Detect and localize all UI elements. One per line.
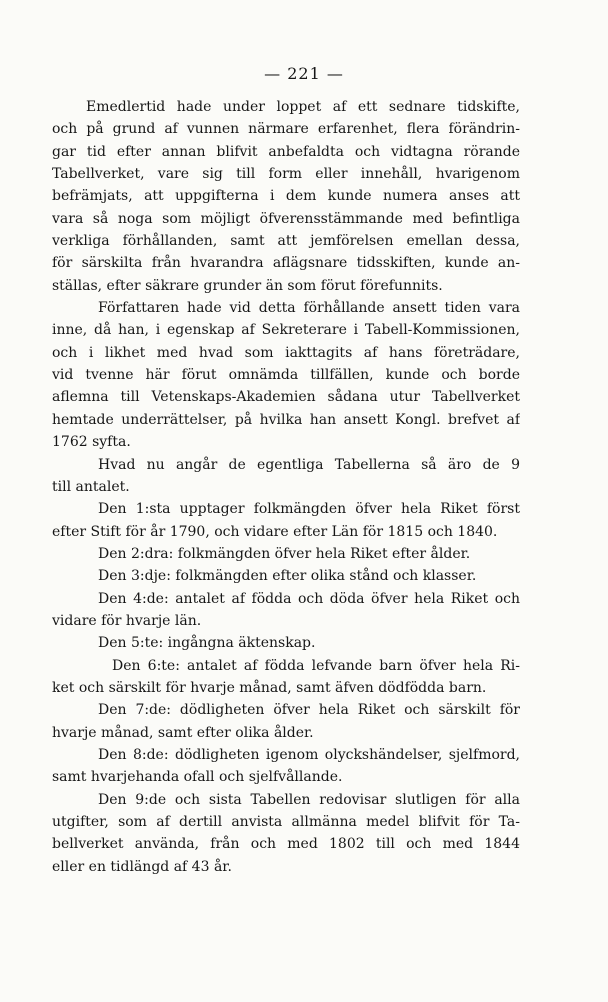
text-line: samt hvarjehanda ofall och sjelfvållande. xyxy=(52,769,343,786)
text-line: vidare för hvarje län. xyxy=(52,612,202,629)
text-line: Den 1:sta upptager folkmängden öfver hela Riket först xyxy=(98,501,520,518)
text-line: befrämjats, att uppgifterna i dem kunde numera anses att xyxy=(52,188,520,205)
paragraph xyxy=(52,454,520,499)
paragraph xyxy=(52,543,520,565)
text-line: Den 8:de: dödligheten igenom olyckshändelser, sjelfmord, xyxy=(98,746,520,763)
text-line: efter Stift för år 1790, och vidare efter Län för 1815 och 1840. xyxy=(52,523,498,540)
text-line: Den 9:de och sista Tabellen redovisar slutligen för alla xyxy=(98,791,520,808)
paragraph xyxy=(52,655,520,700)
text-line: verkliga förhållanden, samt att jemförelsen emellan dessa, xyxy=(52,233,520,250)
text-line: hvarje månad, samt efter olika ålder. xyxy=(52,724,314,741)
text-line: ställas, efter säkrare grunder än som förut förefunnits. xyxy=(52,277,443,294)
text-line: 1762 syfta. xyxy=(52,434,131,451)
paragraph xyxy=(52,498,520,543)
text-line: Tabellverket, vare sig till form eller innehåll, hvarigenom xyxy=(52,166,520,183)
text-line: och i likhet med hvad som iakttagits af hans företrädare, xyxy=(52,344,520,361)
text-line: och på grund af vunnen närmare erfarenhet, flera förändrin- xyxy=(52,121,520,138)
text-line: eller en tidlängd af 43 år. xyxy=(52,858,232,875)
text-line: vara så noga som möjligt öfverensstämmande med befintliga xyxy=(52,210,520,227)
paragraph xyxy=(52,297,520,453)
text-line: ket och särskilt för hvarje månad, samt äfven dödfödda barn. xyxy=(52,679,487,696)
text-line: för särskilta från hvarandra aflägsnare tidsskiften, kunde an- xyxy=(52,255,520,272)
text-line: Den 7:de: dödligheten öfver hela Riket och särskilt för xyxy=(98,702,520,719)
page-number: — 221 — xyxy=(264,64,344,83)
text-line: hemtade underrättelser, på hvilka han ansett Kongl. brefvet af xyxy=(52,411,520,428)
text-line: gar tid efter annan blifvit anbefaldta och vidtagna rörande xyxy=(52,143,520,160)
text-line: aflemna till Vetenskaps-Akademien sådana utur Tabellverket xyxy=(52,389,520,406)
text-line: Den 4:de: antalet af födda och döda öfver hela Riket och xyxy=(98,590,520,607)
text-line: Emedlertid hade under loppet af ett sednare tidskifte, xyxy=(86,99,520,115)
paragraph xyxy=(52,96,520,297)
body-text xyxy=(52,96,520,878)
text-line: Den 2:dra: folkmängden öfver hela Riket efter ålder. xyxy=(98,545,471,562)
text-line: vid tvenne här förut omnämda tillfällen, kunde och borde xyxy=(52,367,520,384)
text-line: Den 3:dje: folkmängden efter olika stånd och klasser. xyxy=(98,568,477,585)
paragraph xyxy=(52,565,520,587)
text-line: Författaren hade vid detta förhållande ansett tiden vara xyxy=(98,300,520,317)
text-line: Den 5:te: ingångna äktenskap. xyxy=(98,635,316,652)
text-line: utgifter, som af dertill anvista allmänna medel blifvit för Ta- xyxy=(52,814,520,830)
paragraph xyxy=(52,632,520,654)
text-line: till antalet. xyxy=(52,478,130,495)
paragraph xyxy=(52,588,520,633)
text-line: Den 6:te: antalet af födda lefvande barn öfver hela Ri- xyxy=(112,657,520,674)
paragraph xyxy=(52,699,520,744)
text-line: Hvad nu angår de egentliga Tabellerna så äro de 9 xyxy=(98,456,520,473)
paragraph xyxy=(52,744,520,789)
paragraph xyxy=(52,789,520,878)
text-line: inne, då han, i egenskap af Sekreterare i Tabell-Kommissionen, xyxy=(52,322,520,339)
text-line: bellverket använda, från och med 1802 till och med 1844 xyxy=(52,836,520,853)
